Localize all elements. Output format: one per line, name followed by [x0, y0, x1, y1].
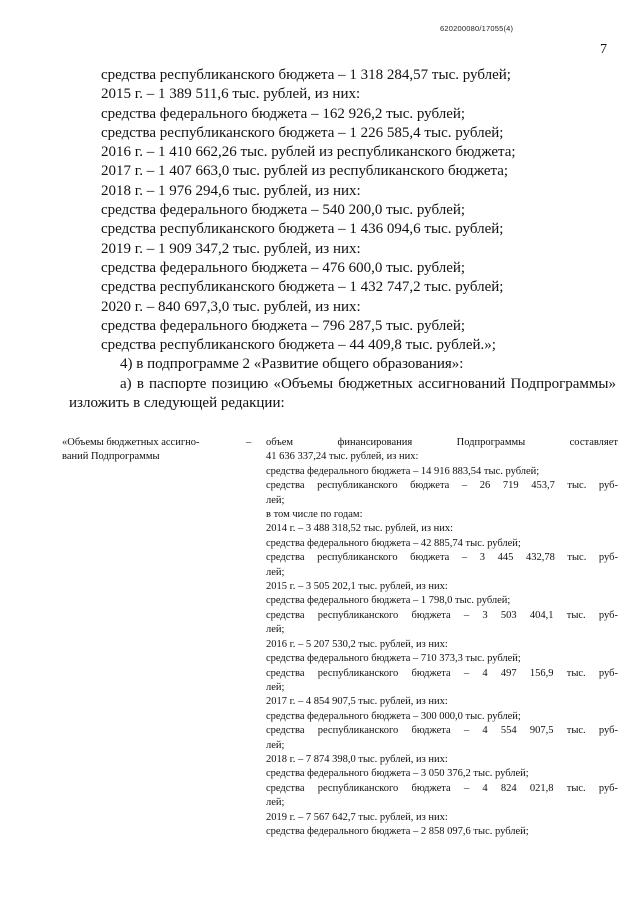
funding-line: средства республиканского бюджета – 3 445 432,78 тыс. руб-: [266, 552, 618, 564]
text-line: 2017 г. – 1 407 663,0 тыс. рублей из республиканского бюджета;: [101, 163, 509, 180]
funding-line: 2015 г. – 3 505 202,1 тыс. рублей, из них:: [266, 581, 448, 593]
funding-line: средства федерального бюджета – 42 885,74 тыс. рублей;: [266, 537, 521, 549]
document-code: 620200080/17055(4): [440, 24, 514, 33]
funding-line: лей;: [266, 566, 285, 578]
funding-line: 2018 г. – 7 874 398,0 тыс. рублей, из них:: [266, 753, 448, 765]
funding-line: 41 636 337,24 тыс. рублей, из них:: [266, 451, 419, 463]
funding-line: средства федерального бюджета – 2 858 097,6 тыс. рублей;: [266, 825, 529, 837]
passport-item-continuation: изложить в следующей редакции:: [69, 395, 285, 412]
passport-table-content: [266, 436, 618, 839]
funding-line: 2014 г. – 3 488 318,52 тыс. рублей, из них:: [266, 523, 454, 535]
funding-line: средства республиканского бюджета – 26 719 453,7 тыс. руб-: [266, 480, 618, 492]
funding-line: лей;: [266, 739, 285, 751]
passport-table-label: [62, 436, 242, 465]
funding-line: средства федерального бюджета – 300 000,0 тыс. рублей;: [266, 710, 521, 722]
text-line: 2015 г. – 1 389 511,6 тыс. рублей, из них:: [101, 86, 361, 103]
funding-line: лей;: [266, 797, 285, 809]
text-line: средства республиканского бюджета – 1 318 284,57 тыс. рублей;: [101, 67, 511, 83]
text-line: 2019 г. – 1 909 347,2 тыс. рублей, из них:: [101, 240, 361, 257]
text-line: средства федерального бюджета – 476 600,0 тыс. рублей;: [101, 259, 466, 276]
funding-line: в том числе по годам:: [266, 509, 363, 521]
funding-line: средства республиканского бюджета – 3 503 404,1 тыс. руб-: [266, 609, 618, 621]
funding-line: лей;: [266, 681, 285, 693]
funding-line: средства федерального бюджета – 710 373,3 тыс. рублей;: [266, 653, 521, 665]
text-line: средства республиканского бюджета – 1 226 585,4 тыс. рублей;: [101, 124, 504, 141]
funding-line: средства республиканского бюджета – 4 554 907,5 тыс. руб-: [266, 725, 618, 737]
text-line: средства федерального бюджета – 540 200,0 тыс. рублей;: [101, 202, 466, 219]
text-line: средства федерального бюджета – 162 926,2 тыс. рублей;: [101, 105, 466, 122]
funding-line: 2016 г. – 5 207 530,2 тыс. рублей, из них:: [266, 638, 448, 650]
text-line: средства республиканского бюджета – 44 409,8 тыс. рублей.»;: [101, 337, 496, 354]
funding-line: объем финансирования Подпрограммы составляет: [266, 437, 618, 448]
funding-line: средства федерального бюджета – 3 050 376,2 тыс. рублей;: [266, 768, 529, 780]
text-line: 2016 г. – 1 410 662,26 тыс. рублей из республиканского бюджета;: [101, 144, 516, 161]
funding-line: 2019 г. – 7 567 642,7 тыс. рублей, из них:: [266, 811, 448, 823]
passport-table-dash: –: [246, 437, 252, 448]
funding-line: 2017 г. – 4 854 907,5 тыс. рублей, из них:: [266, 696, 448, 708]
text-line: 2020 г. – 840 697,3,0 тыс. рублей, из них:: [101, 298, 361, 315]
funding-line: лей;: [266, 624, 285, 636]
text-line: 2018 г. – 1 976 294,6 тыс. рублей, из них:: [101, 182, 361, 199]
funding-line: средства республиканского бюджета – 4 497 156,9 тыс. руб-: [266, 667, 618, 679]
passport-item: а) в паспорте позицию «Объемы бюджетных ассигнований Подпрограммы»: [120, 375, 616, 392]
text-line: средства федерального бюджета – 796 287,5 тыс. рублей;: [101, 317, 466, 334]
label-line: ваний Подпрограммы: [62, 451, 160, 463]
funding-line: средства республиканского бюджета – 4 824 021,8 тыс. руб-: [266, 782, 618, 794]
funding-line: лей;: [266, 494, 285, 506]
page-number: 7: [600, 42, 607, 57]
main-text-block: [69, 66, 616, 413]
funding-line: средства федерального бюджета – 14 916 883,54 тыс. рублей;: [266, 465, 540, 477]
subprogram-item: 4) в подпрограмме 2 «Развитие общего образования»:: [120, 356, 464, 373]
label-line: «Объемы бюджетных ассигно-: [62, 437, 200, 448]
text-line: средства республиканского бюджета – 1 436 094,6 тыс. рублей;: [101, 221, 504, 238]
funding-line: средства федерального бюджета – 1 798,0 тыс. рублей;: [266, 595, 511, 607]
text-line: средства республиканского бюджета – 1 432 747,2 тыс. рублей;: [101, 279, 504, 296]
